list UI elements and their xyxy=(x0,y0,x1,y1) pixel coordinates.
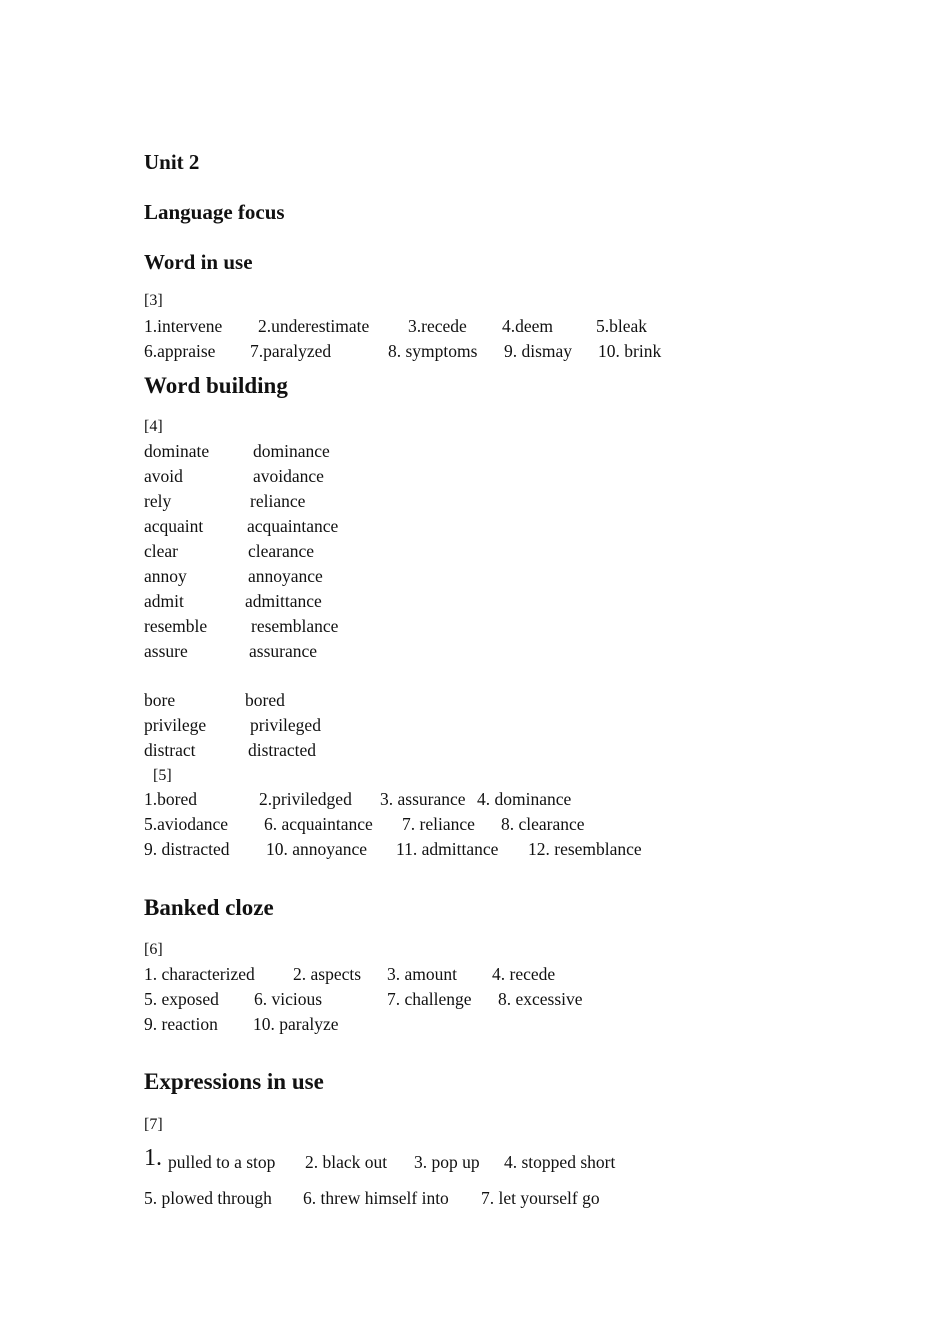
answer-item: 10. paralyze xyxy=(253,1014,339,1034)
answer-item: 6. threw himself into xyxy=(303,1188,449,1208)
answer-item: 5.bleak xyxy=(596,316,648,336)
answer-item: 3. amount xyxy=(387,964,457,984)
noun-form: resemblance xyxy=(251,616,339,636)
answer-item: 8. clearance xyxy=(501,814,585,834)
answer-item: 2.priviledged xyxy=(259,789,352,809)
answer-item: 5. plowed through xyxy=(144,1188,272,1208)
verb-form: privilege xyxy=(144,715,207,735)
noun-form: distracted xyxy=(248,740,317,760)
verb-form: bore xyxy=(144,690,176,710)
answer-item: 4.deem xyxy=(502,316,554,336)
answer-item: 3. assurance xyxy=(380,789,466,809)
word-building-heading: Word building xyxy=(144,373,288,398)
noun-form: clearance xyxy=(248,541,315,561)
answer-item: pulled to a stop xyxy=(168,1152,276,1172)
answer-item: 5.aviodance xyxy=(144,814,229,834)
verb-form: rely xyxy=(144,491,172,511)
answer-item: 1.intervene xyxy=(144,316,223,336)
expressions-in-use-heading: Expressions in use xyxy=(144,1069,324,1094)
expressions-in-use-tag: [7] xyxy=(144,1116,163,1133)
answer-item: 10. annoyance xyxy=(266,839,368,859)
answer-item: 9. dismay xyxy=(504,341,573,361)
noun-form: assurance xyxy=(249,641,318,661)
unit-title: Unit 2 xyxy=(144,150,200,174)
answer-item: 1. characterized xyxy=(144,964,255,984)
verb-form: clear xyxy=(144,541,178,561)
noun-form: acquaintance xyxy=(247,516,339,536)
answer-item: 4. dominance xyxy=(477,789,572,809)
verb-form: dominate xyxy=(144,441,210,461)
noun-form: annoyance xyxy=(248,566,323,586)
verb-form: admit xyxy=(144,591,184,611)
answer-item: 9. distracted xyxy=(144,839,230,859)
verb-form: avoid xyxy=(144,466,183,486)
answer-item: 11. admittance xyxy=(396,839,499,859)
answer-item: 3.recede xyxy=(408,316,467,336)
answer-item: 8. excessive xyxy=(498,989,583,1009)
answer-item: 8. symptoms xyxy=(388,341,478,361)
answer-item: 10. brink xyxy=(598,341,662,361)
answer-item: 7. challenge xyxy=(387,989,472,1009)
answer-item: 7.paralyzed xyxy=(250,341,332,361)
answer-item: 6.appraise xyxy=(144,341,216,361)
section-title: Language focus xyxy=(144,200,285,224)
verb-form: resemble xyxy=(144,616,208,636)
answer-item: 4. stopped short xyxy=(504,1152,616,1172)
answer-item: 3. pop up xyxy=(414,1152,480,1172)
answer-item: 12. resemblance xyxy=(528,839,642,859)
banked-cloze-heading: Banked cloze xyxy=(144,895,274,920)
noun-form: privileged xyxy=(250,715,321,735)
banked-cloze-tag: [6] xyxy=(144,941,163,958)
word-in-use-tag: [3] xyxy=(144,292,163,309)
noun-form: reliance xyxy=(250,491,306,511)
word-in-use-heading: Word in use xyxy=(144,250,253,274)
answer-item: 2. black out xyxy=(305,1152,388,1172)
answer-item: 7. let yourself go xyxy=(481,1188,600,1208)
word-building-tag-4: [4] xyxy=(144,418,163,435)
verb-form: assure xyxy=(144,641,188,661)
noun-form: avoidance xyxy=(253,466,324,486)
answer-item: 4. recede xyxy=(492,964,556,984)
answer-item: 6. acquaintance xyxy=(264,814,373,834)
answer-item: 1.bored xyxy=(144,789,197,809)
answer-item: 9. reaction xyxy=(144,1014,218,1034)
answer-number: 1. xyxy=(144,1145,162,1171)
noun-form: admittance xyxy=(245,591,322,611)
answer-item: 5. exposed xyxy=(144,989,219,1009)
answer-item: 2. aspects xyxy=(293,964,362,984)
noun-form: dominance xyxy=(253,441,330,461)
answer-item: 6. vicious xyxy=(254,989,323,1009)
verb-form: distract xyxy=(144,740,196,760)
answer-item: 2.underestimate xyxy=(258,316,370,336)
verb-form: acquaint xyxy=(144,516,204,536)
answer-item: 7. reliance xyxy=(402,814,475,834)
noun-form: bored xyxy=(245,690,285,710)
word-building-tag-5: [5] xyxy=(153,767,172,784)
verb-form: annoy xyxy=(144,566,187,586)
